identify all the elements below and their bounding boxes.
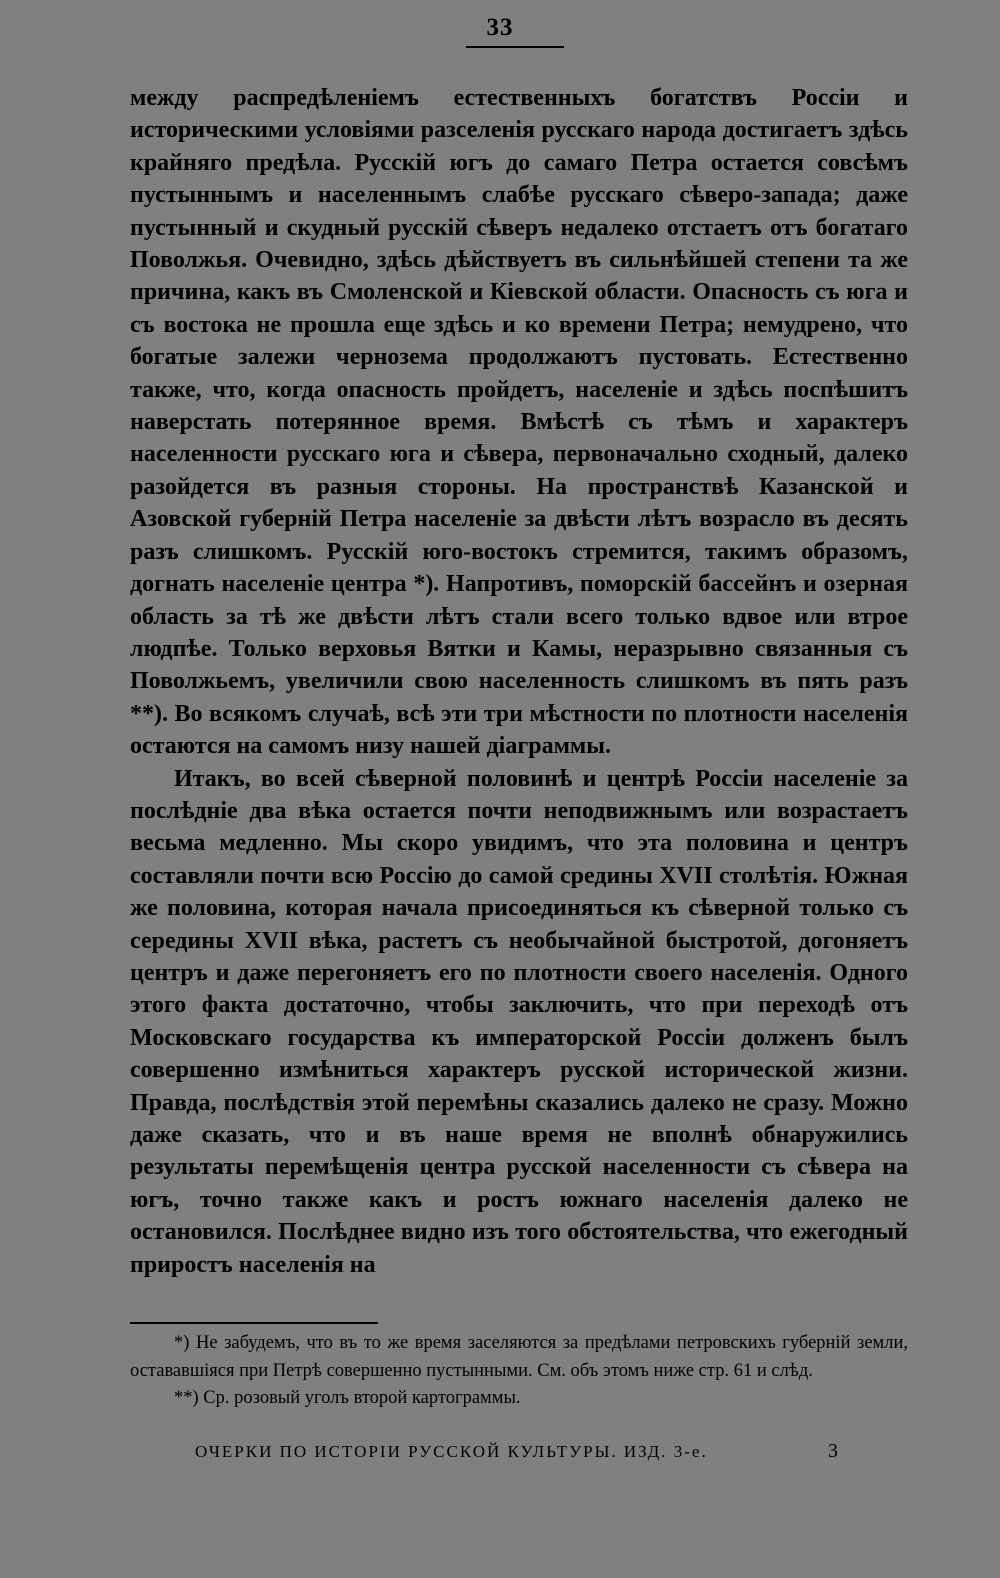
page-number-underline [466,46,564,48]
footnote-1: *) Не забудемъ, что въ то же время заселяются за предѣлами петровскихъ губерній земли, остававшіяся при Петрѣ совершенно пустынными. См. объ этомъ ниже стр. 61 и слѣд. [130,1333,908,1381]
paragraph-2: Итакъ, во всей сѣверной половинѣ и центрѣ Россіи населеніе за послѣдніе два вѣка остается почти неподвижнымъ или возрастаетъ весьма медленно. Мы скоро увидимъ, что эта половина и центръ составляли почти всю Россію до самой средины XVII столѣтія. Южная же половина, которая начала присоединяться къ сѣверной только съ середины XVII вѣка, растетъ съ необычайной быстротой, догоняетъ центръ и даже перегоняетъ его по плотности своего населенія. Одного этого факта достаточно, чтобы заключить, что при переходѣ отъ Московскаго государства къ императорской Россіи долженъ былъ совершенно измѣниться характеръ русской исторической жизни. Правда, послѣдствія этой перемѣны сказались далеко не сразу. Можно даже сказать, что и въ наше время не вполнѣ обнаружились результаты перемѣщенія центра русской населенности съ сѣвера на югъ, точно также какъ и ростъ южнаго населенія далеко не остановился. Послѣднее видно изъ того обстоятельства, что ежегодный приростъ населенія на [130,765,908,1278]
footnotes [130,1330,908,1413]
footnote-divider [130,1322,378,1324]
running-footer: ОЧЕРКИ ПО ИСТОРІИ РУССКОЙ КУЛЬТУРЫ. ИЗД. 3-е. [195,1442,708,1461]
page-number: 33 [486,14,514,41]
main-text [130,82,908,1281]
signature-mark: 3 [828,1440,838,1462]
footnote-2: **) Ср. розовый уголъ второй картограммы. [174,1388,521,1408]
paragraph-1: между распредѣленіемъ естественныхъ богатствъ Россіи и историческими условіями разселенія русскаго народа достигаетъ здѣсь крайняго предѣла. Русскій югъ до самаго Петра остается совсѣмъ пустыннымъ и населеннымъ слабѣе русскаго сѣверо-запада; даже пустынный и скудный русскій сѣверъ недалеко отстаетъ отъ богатаго Поволжья. Очевидно, здѣсь дѣйствуетъ въ сильнѣйшей степени та же причина, какъ въ Смоленской и Кіевской области. Опасность съ юга и съ востока не прошла еще здѣсь и ко времени Петра; немудрено, что богатые залежи чернозема продолжаютъ пустовать. Естественно также, что, когда опасность пройдетъ, населеніе и здѣсь поспѣшитъ наверстать потерянное время. Вмѣстѣ съ тѣмъ и характеръ населенности русскаго юга и сѣвера, первоначально сходный, далеко разойдется въ разныя стороны. На пространствѣ Казанской и Азовской губерній Петра населеніе за двѣсти лѣтъ возрасло въ десять разъ слишкомъ. Русскій юго-востокъ стремится, такимъ образомъ, догнать населеніе центра *). Напротивъ, поморскій бассейнъ и озерная область за тѣ же двѣсти лѣтъ стали всего только вдвое или втрое людпѣе. Только верховья Вятки и Камы, неразрывно связанныя съ Поволжьемъ, увеличили свою населенность слишкомъ въ пять разъ **). Во всякомъ случаѣ, всѣ эти три мѣстности по плотности населенія остаются на самомъ низу нашей діаграммы. [130,85,908,760]
